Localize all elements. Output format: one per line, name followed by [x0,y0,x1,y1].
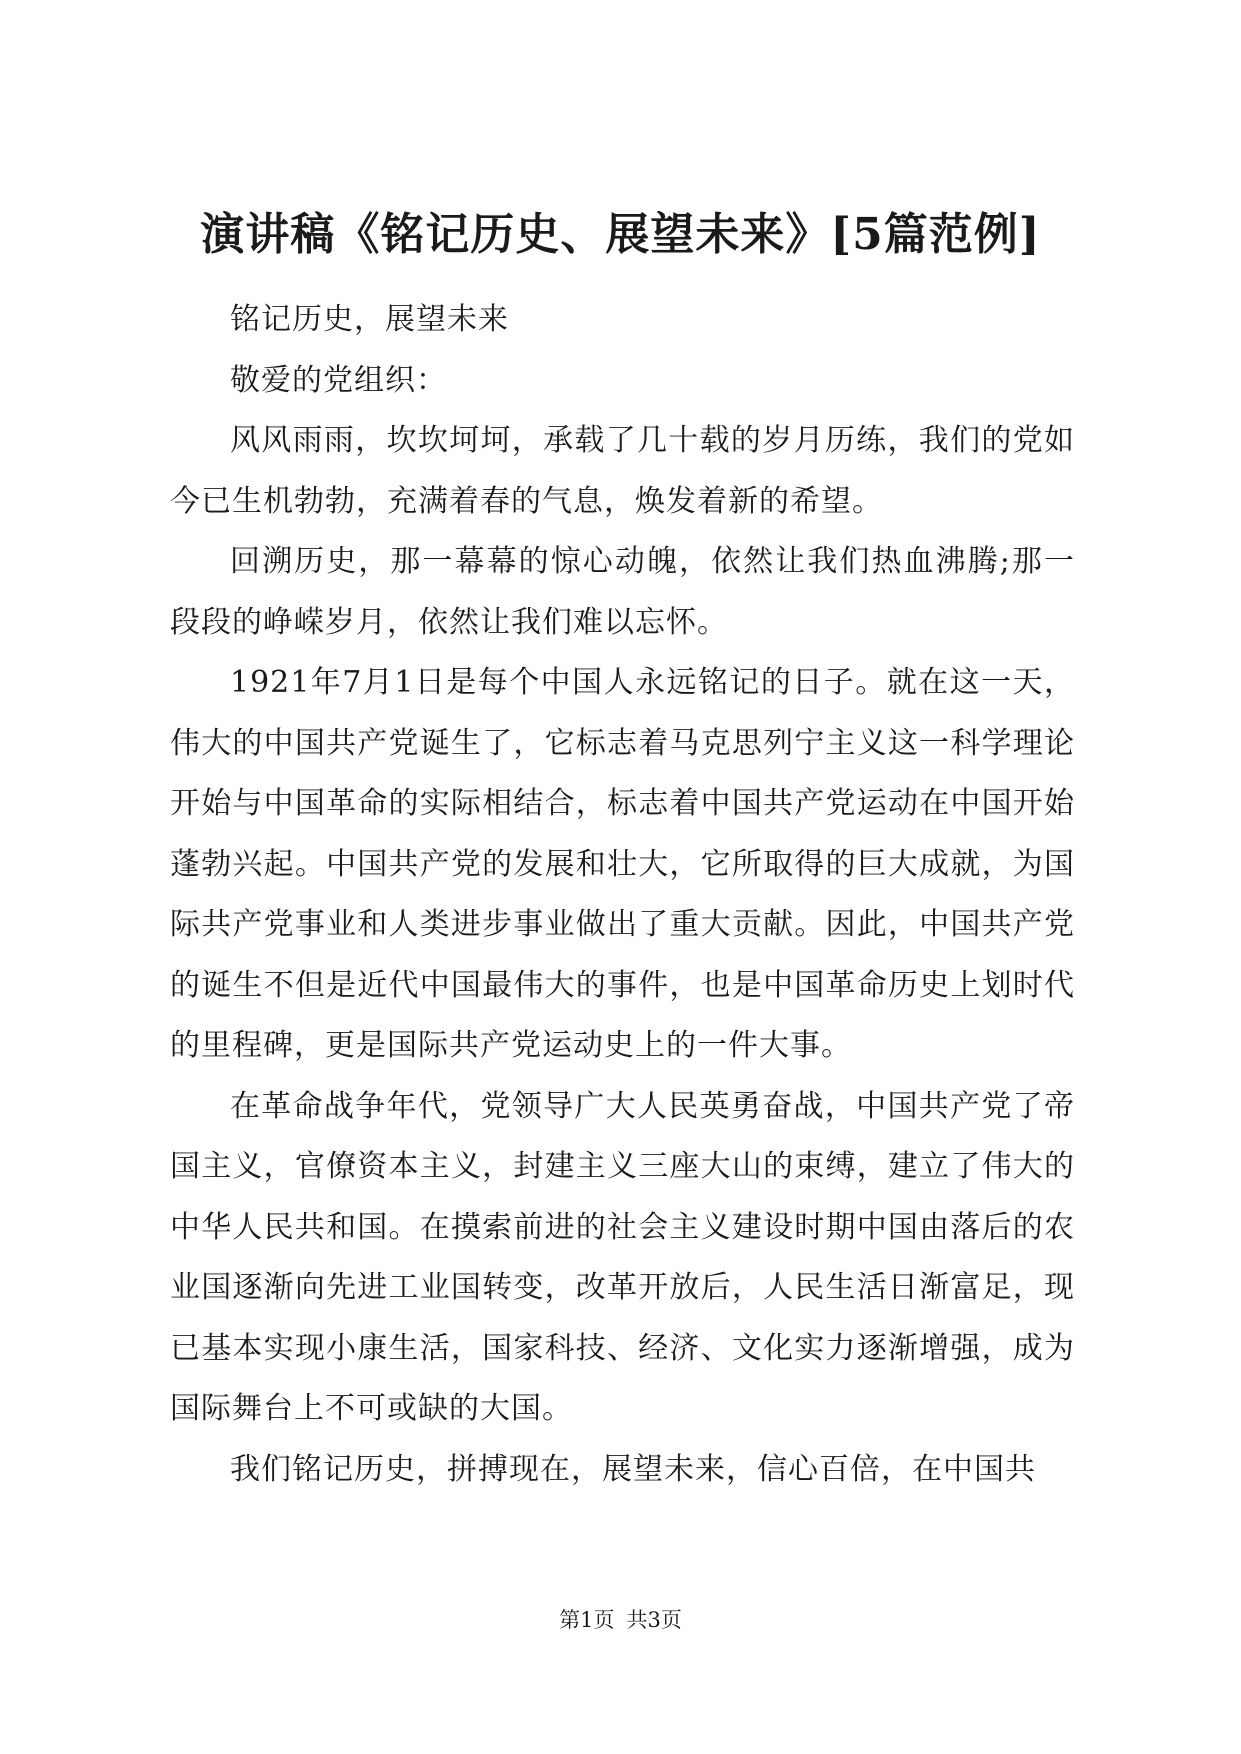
paragraph-subtitle: 铭记历史，展望未来 [230,302,509,337]
paragraph-salutation: 敬爱的党组织： [230,362,447,398]
page-footer [0,1605,1241,1635]
paragraph: 风风雨雨，坎坎坷坷，承载了几十载的岁月历练，我们的党如今已生机勃勃，充满着春的气息，焕发着新的希望。 [170,423,1075,519]
page-number: 第1页 [559,1608,615,1632]
document-body [170,290,1075,1500]
page-total: 共3页 [626,1608,682,1632]
paragraph: 回溯历史，那一幕幕的惊心动魄，依然让我们热血沸腾;那一段段的峥嵘岁月，依然让我们难以忘怀。 [170,544,1075,640]
paragraph: 我们铭记历史，拼搏现在，展望未来，信心百倍，在中国共 [230,1451,1036,1487]
document-title: 演讲稿《铭记历史、展望未来》[5篇范例] [200,209,1041,260]
paragraph: 在革命战争年代，党领导广大人民英勇奋战，中国共产党了帝国主义，官僚资本主义，封建主义三座大山的束缚，建立了伟大的中华人民共和国。在摸索前进的社会主义建设时期中国由落后的农业国逐渐向先进工业国转变，改革开放后，人民生活日渐富足，现已基本实现小康生活，国家科技、经济、文化实力逐渐增强，成为国际舞台上不可或缺的大国。 [170,1088,1075,1426]
paragraph: 1921年7月1日是每个中国人永远铭记的日子。就在这一天，伟大的中国共产党诞生了，它标志着马克思列宁主义这一科学理论开始与中国革命的实际相结合，标志着中国共产党运动在中国开始蓬勃兴起。中国共产党的发展和壮大，它所取得的巨大成就，为国际共产党事业和人类进步事业做出了重大贡献。因此，中国共产党的诞生不但是近代中国最伟大的事件，也是中国革命历史上划时代的里程碑，更是国际共产党运动史上的一件大事。 [170,665,1075,1063]
